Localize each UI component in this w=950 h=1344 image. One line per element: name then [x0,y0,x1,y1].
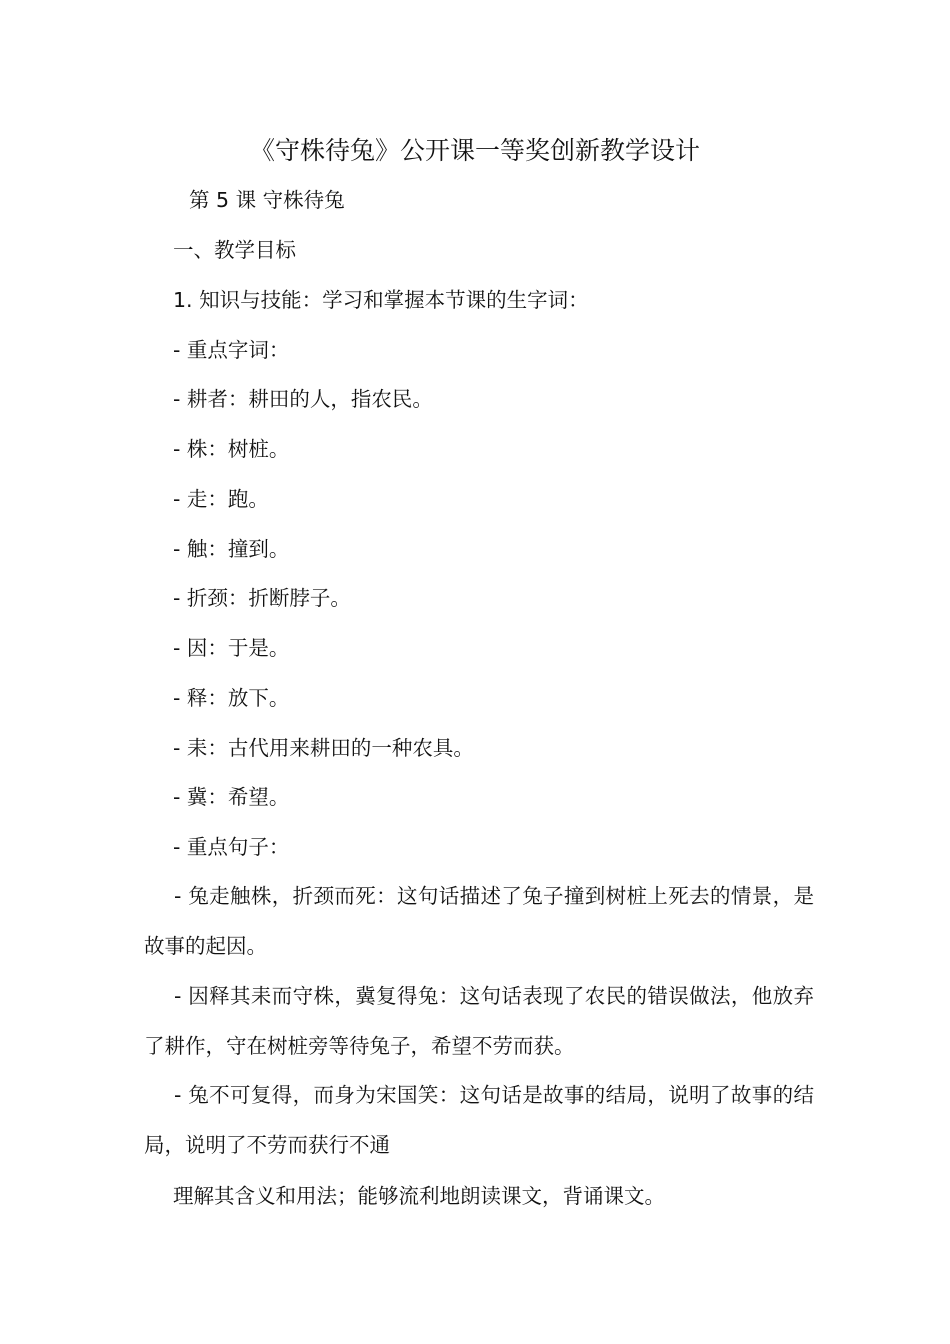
word-item: - 走：跑。 [173,487,269,511]
word-item: - 因：于是。 [173,636,290,660]
word-item: - 折颈：折断脖子。 [173,586,351,610]
word-item: - 冀：希望。 [173,785,290,809]
key-sentences-heading: - 重点句子： [173,835,290,859]
section-heading: 一、教学目标 [173,238,296,262]
word-item: - 株：树桩。 [173,437,290,461]
document-title: 《守株待兔》公开课一等奖创新教学设计 [249,136,700,165]
word-item: - 触：撞到。 [173,537,290,561]
key-words-heading: - 重点字词： [173,338,290,362]
lesson-heading: 第 5 课 守株待兔 [189,188,345,212]
word-item: - 耕者：耕田的人，指农民。 [173,387,433,411]
closing-paragraph: 理解其含义和用法；能够流利地朗读课文，背诵课文。 [173,1184,665,1208]
word-item: - 耒：古代用来耕田的一种农具。 [173,736,474,760]
sentence-item: - 因释其耒而守株，冀复得兔：这句话表现了农民的错误做法，他放弃了耕作，守在树桩旁等待兔子，希望不劳而获。 [144,984,814,1058]
word-item: - 释：放下。 [173,686,290,710]
sentence-item: - 兔不可复得，而身为宋国笑：这句话是故事的结局，说明了故事的结局，说明了不劳而获行不通 [144,1083,814,1157]
objective-item: 1. 知识与技能：学习和掌握本节课的生字词： [173,288,589,312]
sentence-item: - 兔走触株，折颈而死：这句话描述了兔子撞到树桩上死去的情景，是故事的起因。 [144,884,814,958]
